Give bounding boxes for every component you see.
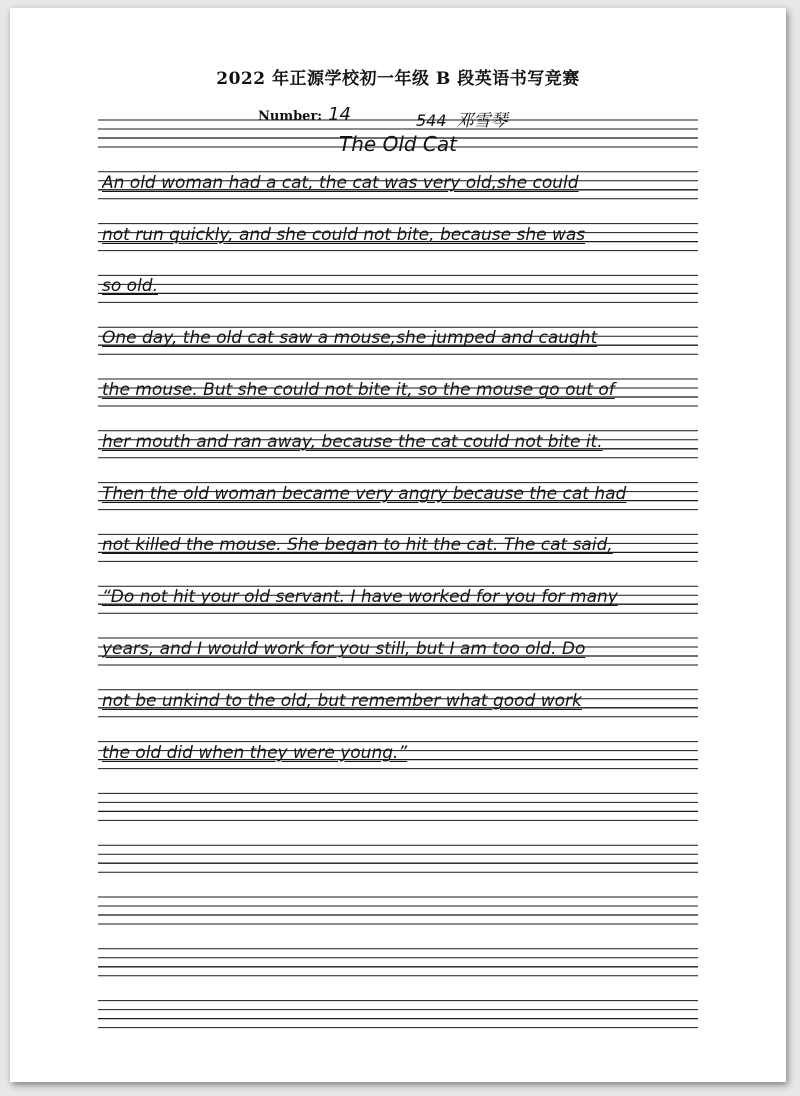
seat-id: 544 bbox=[416, 111, 447, 130]
composition-title: The Old Cat bbox=[339, 132, 457, 156]
handwritten-line: not be unkind to the old, but remember what good work bbox=[102, 690, 582, 711]
handwritten-line: An old woman had a cat, the cat was very old,she could bbox=[102, 172, 579, 193]
handwritten-line: years, and I would work for you still, but I am too old. Do bbox=[102, 639, 586, 659]
handwritten-line: One day, the old cat saw a mouse,she jumped and caught bbox=[102, 328, 598, 349]
contest-title: 2022 年正源学校初一年级 B 段英语书写竞赛 bbox=[216, 69, 580, 89]
handwritten-line: “Do not hit your old servant. I have worked for you for many bbox=[102, 587, 618, 608]
handwritten-line: the old did when they were young.” bbox=[102, 742, 408, 763]
number-value: 14 bbox=[328, 104, 352, 125]
answer-sheet bbox=[10, 8, 786, 1082]
handwritten-line: the mouse. But she could not bite it, so the mouse go out of bbox=[102, 380, 615, 400]
handwritten-line: so old. bbox=[102, 276, 158, 297]
handwritten-line: not run quickly, and she could not bite, because she was bbox=[102, 224, 586, 245]
handwritten-line: not killed the mouse. She began to hit the cat. The cat said, bbox=[102, 535, 613, 556]
number-label: Number: bbox=[258, 109, 323, 124]
handwritten-line: her mouth and ran away, because the cat could not bite it. bbox=[102, 431, 603, 452]
student-name: 邓雪琴 bbox=[456, 111, 508, 131]
handwritten-line: Then the old woman became very angry because the cat had bbox=[102, 483, 627, 504]
